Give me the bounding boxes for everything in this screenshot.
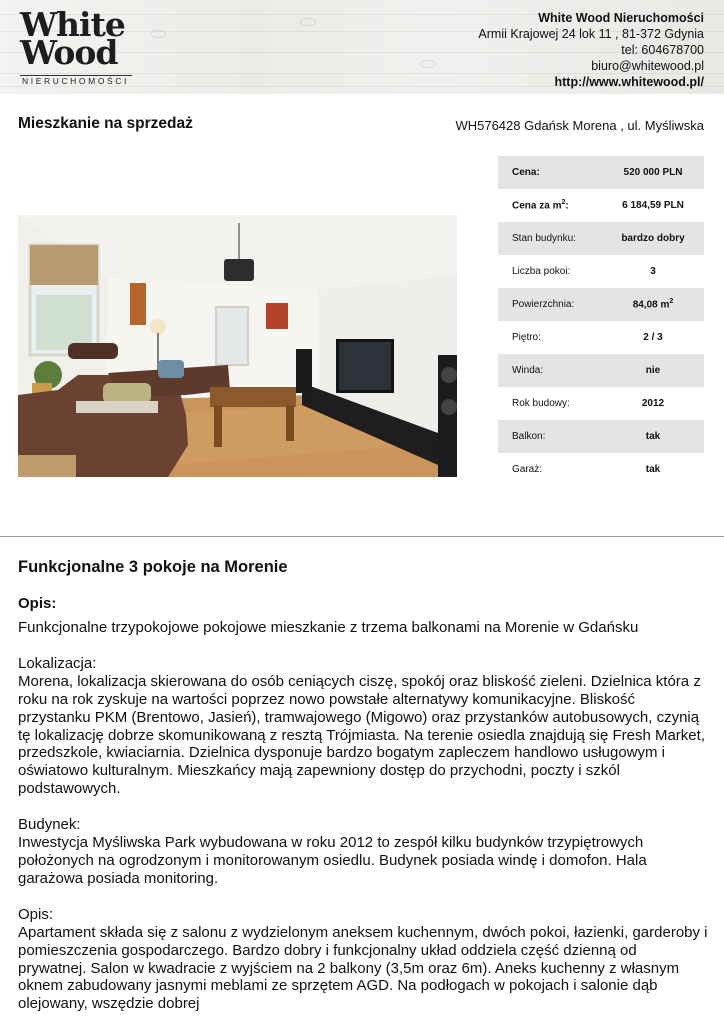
listing-id-location: WH576428 Gdańsk Morena , ul. Myśliwska bbox=[455, 118, 704, 133]
param-label: Rok budowy: bbox=[512, 398, 570, 409]
param-value: 520 000 PLN bbox=[623, 167, 683, 178]
logo-word-white: White bbox=[20, 5, 125, 44]
param-value: 84,08 $m^2$ bbox=[632, 298, 674, 311]
param-value: 2 / 3 bbox=[643, 332, 663, 343]
company-phone: tel: 604678700 bbox=[621, 43, 704, 57]
location-text: Morena, lokalizacja skierowana do osób ceniących ciszę, spokój oraz bliskość zieleni. Dzielnica która z roku na rok zyskuje na wartości poprzez nowo powstałe alternatywy komunikacyjne. Bliskość przystanku PKM (Brentowo, Jasień), tramwajowego (Migowo) oraz przystanków autobusowych, czynią tę lokalizację dobrze skomunikowaną z resztą Trójmiasta. Na terenie osiedla znajdują się Fresh Market, przedszkole, kwiaciarnia. Dzielnica dysponuje bardzo bogatym zapleczem handlowo usługowym i oświatowo kulturalnym. Mieszkańcy mają zapewniony dostęp do przychodni, poczty i szkól podstawowych. bbox=[18, 672, 705, 798]
building-label: Budynek: bbox=[18, 816, 81, 834]
param-row-floor bbox=[498, 321, 704, 354]
param-label: Cena: bbox=[512, 167, 540, 178]
listing-headline: Funkcjonalne 3 pokoje na Morenie bbox=[18, 558, 288, 576]
details-label: Opis: bbox=[18, 905, 54, 923]
param-row-elevator bbox=[498, 354, 704, 387]
param-row-year bbox=[498, 387, 704, 420]
apartment-photo bbox=[18, 215, 457, 477]
description-heading: Opis: bbox=[18, 595, 57, 612]
listing-title: Mieszkanie na sprzedaż bbox=[18, 115, 193, 132]
param-label: Stan budynku: bbox=[512, 233, 576, 244]
param-label: Liczba pokoi: bbox=[512, 266, 571, 277]
param-value: tak bbox=[645, 464, 661, 475]
company-address: Armii Krajowej 24 lok 11 , 81-372 Gdynia bbox=[478, 27, 704, 41]
param-label: Powierzchnia: bbox=[512, 299, 575, 310]
param-value: bardzo dobry bbox=[621, 233, 685, 244]
description-body bbox=[18, 619, 708, 1013]
living-room-illustration bbox=[18, 215, 457, 477]
details-text: Apartament składa się z salonu z wydzielonym aneksem kuchennym, dwóch pokoi, łazienki, garderoby i pomieszczenia gospodarczego. Bardzo dobry i funkcjonalny układ oddziela część dzienną od prywatnej. Salon w kwadracie z wyjściem na 2 balkony (3,5m oraz 6m). Aneks kuchenny z własnym oknem zabudowany jasnymi meblami ze sprzętem AGD. Na podłogach w pokojach i salonie dąb olejowany, wszędzie dobrej bbox=[18, 923, 708, 1013]
building-text: Inwestycja Myśliwska Park wybudowana w roku 2012 to zespół kilku budynków trzypiętrowych położonych na ogrodzonym i monitorowanym osiedlu. Budynek posiada windę i domofon. Hala garażowa posiada monitoring. bbox=[18, 834, 647, 887]
description-intro: Funkcjonalne trzypokojowe pokojowe mieszkanie z trzema balkonami na Morenie w Gdańsku bbox=[18, 619, 639, 636]
param-label: Piętro: bbox=[512, 332, 541, 343]
company-website-link[interactable]: http://www.whitewood.pl/ bbox=[554, 75, 704, 89]
param-row-price bbox=[498, 156, 704, 189]
param-label: Winda: bbox=[512, 365, 544, 376]
param-label: Cena za $m^2$: bbox=[512, 199, 569, 212]
header-banner bbox=[0, 0, 724, 94]
company-logo bbox=[18, 5, 138, 88]
param-value: 3 bbox=[650, 266, 656, 277]
param-row-area bbox=[498, 288, 704, 321]
param-row-rooms bbox=[498, 255, 704, 288]
contact-block bbox=[478, 10, 704, 90]
location-label: Lokalizacja: bbox=[18, 654, 97, 672]
property-params-table bbox=[498, 156, 704, 486]
param-row-balcony bbox=[498, 420, 704, 453]
param-row-garage bbox=[498, 453, 704, 486]
param-value: 2012 bbox=[641, 398, 665, 409]
logo-word-wood: Wood bbox=[20, 33, 118, 72]
company-email[interactable]: biuro@whitewood.pl bbox=[591, 59, 704, 73]
logo-subtitle: NIERUCHOMOŚCI bbox=[22, 76, 129, 86]
section-divider bbox=[0, 536, 724, 537]
param-label: Balkon: bbox=[512, 431, 546, 442]
param-label: Garaż: bbox=[512, 464, 543, 475]
param-value: tak bbox=[645, 431, 661, 442]
param-row-condition bbox=[498, 222, 704, 255]
param-row-price-per-m2 bbox=[498, 189, 704, 222]
param-value: nie bbox=[645, 365, 661, 376]
company-name: White Wood Nieruchomości bbox=[538, 11, 704, 25]
param-value: 6 184,59 PLN bbox=[622, 200, 684, 211]
